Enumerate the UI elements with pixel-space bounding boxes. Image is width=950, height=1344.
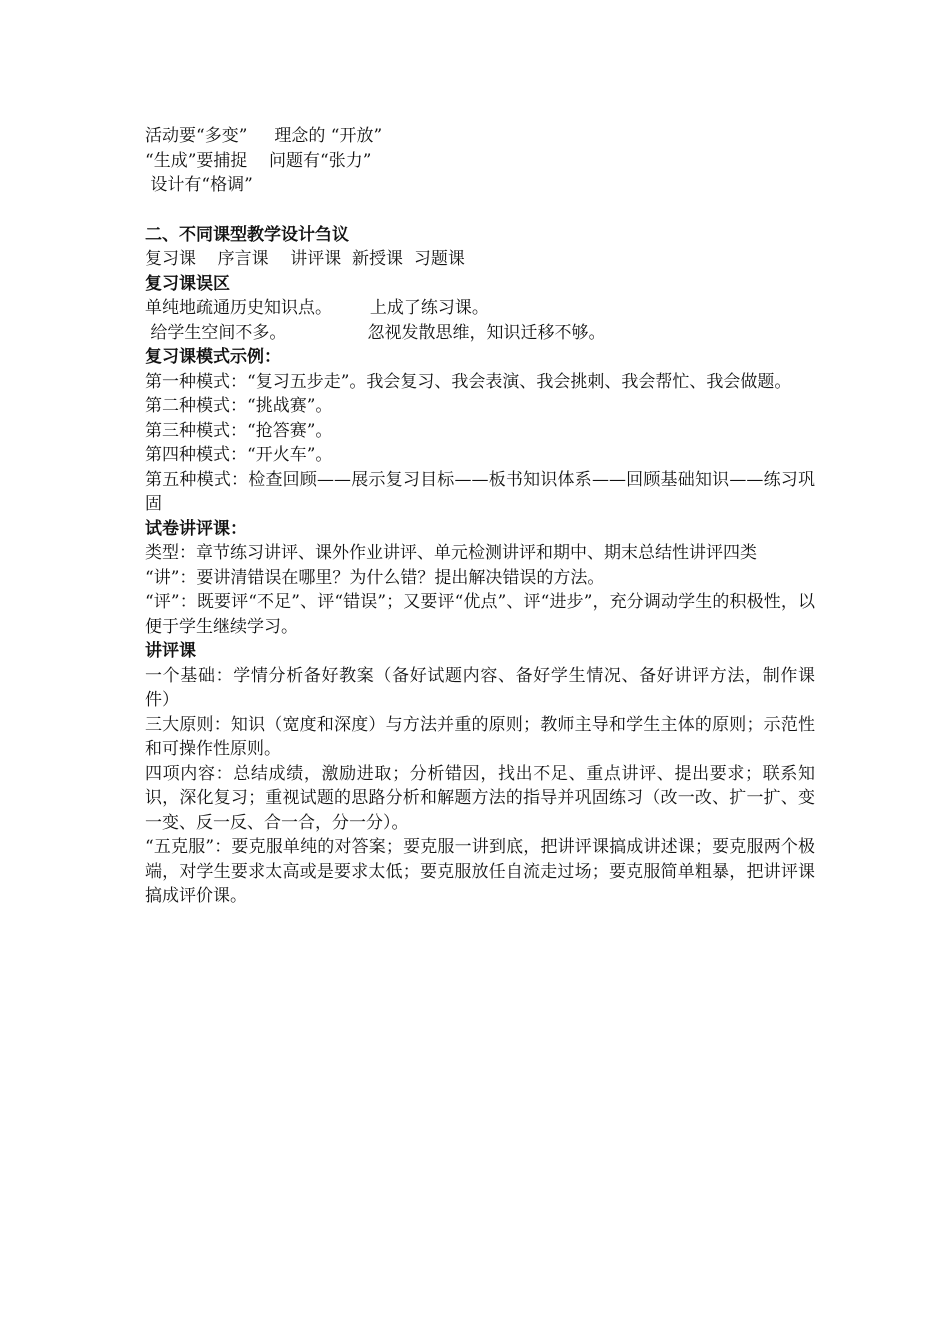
- paper-review-jiang: “讲”：要讲清错误在哪里？为什么错？提出解决错误的方法。: [145, 567, 605, 588]
- intro-line-2: “生成”要捕捉 问题有“张力”: [145, 150, 372, 171]
- misconception-line-2: 给学生空间不多。 忽视发散思维，知识迁移不够。: [145, 322, 606, 343]
- review-basis: 一个基础：学情分析备好教案（备好试题内容、备好学生情况、备好讲评方法，制作课件）: [145, 665, 815, 710]
- mode-3: 第三种模式：“抢答赛”。: [145, 420, 333, 441]
- review-overcome: “五克服”：要克服单纯的对答案；要克服一讲到底，把讲评课搞成讲述课；要克服两个极端，对学生要求太高或是要求太低；要克服放任自流走过场；要克服简单粗暴，把讲评课搞成评价课。: [145, 837, 815, 906]
- mode-4: 第四种模式：“开火车”。: [145, 445, 333, 465]
- mode-2: 第二种模式：“挑战赛”。: [145, 396, 333, 416]
- modes-heading: 复习课模式示例：: [145, 347, 281, 367]
- paper-review-types: 类型：章节练习讲评、课外作业讲评、单元检测讲评和期中、期末总结性讲评四类: [145, 543, 757, 563]
- spacer: [145, 198, 815, 223]
- mode-5: 第五种模式：检查回顾——展示复习目标——板书知识体系——回顾基础知识——练习巩固: [145, 469, 815, 514]
- misconceptions-heading: 复习课误区: [145, 273, 230, 294]
- section-2-title: 二、不同课型教学设计刍议: [145, 224, 349, 245]
- paper-review-ping: “评”：既要评“不足”、评“错误”；又要评“优点”、评“进步”，充分调动学生的积极性，以便于学生继续学习。: [145, 592, 815, 637]
- review-principles: 三大原则：知识（宽度和深度）与方法并重的原则；教师主导和学生主体的原则；示范性和可操作性原则。: [145, 714, 815, 759]
- document-body: [145, 124, 815, 909]
- intro-line-1: 活动要“多变” 理念的 “开放”: [145, 126, 383, 146]
- intro-line-3: 设计有“格调”: [145, 175, 253, 195]
- review-contents: 四项内容：总结成绩，激励进取；分析错因，找出不足、重点讲评、提出要求；联系知识，深化复习；重视试题的思路分析和解题方法的指导并巩固练习（改一改、扩一扩、变一变、反一反、合一合，分一分）。: [145, 763, 815, 833]
- review-lesson-heading: 讲评课: [145, 641, 196, 661]
- misconception-line-1: 单纯地疏通历史知识点。 上成了练习课。: [145, 298, 489, 318]
- mode-1: 第一种模式：“复习五步走”。我会复习、我会表演、我会挑刺、我会帮忙、我会做题。: [145, 371, 792, 392]
- paper-review-heading: 试卷讲评课：: [145, 518, 247, 539]
- lesson-types: 复习课 序言课 讲评课 新授课 习题课: [145, 249, 465, 269]
